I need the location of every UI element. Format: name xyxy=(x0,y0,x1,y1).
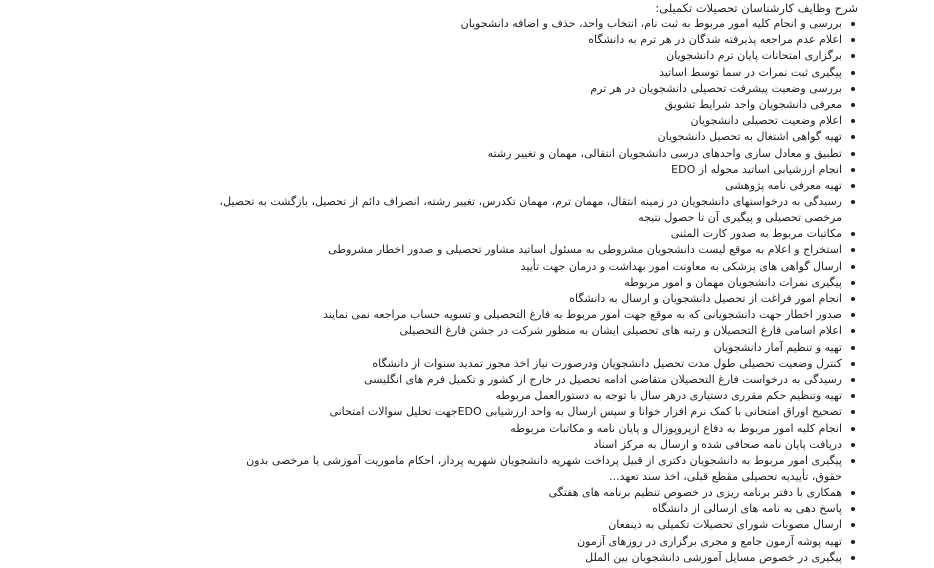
bullet-icon xyxy=(851,22,855,26)
bullet-icon xyxy=(851,427,855,431)
duty-list-item xyxy=(218,404,842,420)
duty-list-item xyxy=(218,48,842,64)
duty-list-item xyxy=(218,226,842,242)
bullet-icon xyxy=(851,394,855,398)
duty-text: پیگیری در خصوص مسایل آموزشی دانشجویان بین الملل xyxy=(585,550,842,564)
duty-text: پیگیری ثبت نمرات در سما توسط اساتید xyxy=(659,65,842,79)
bullet-icon xyxy=(851,523,855,527)
duty-list-item xyxy=(218,323,842,339)
bullet-icon xyxy=(851,459,855,463)
duty-text: رسیدگی به درخواستهای دانشجویان در زمینه انتقال، مهمان ترم، مهمان تکدرس، تغییر رشته، انصراف دائم از تحصیل، بازگشت به تحصیل، مرخصی تحصیلی و پیگیری آن تا حصول نتیجه xyxy=(219,195,842,225)
duty-text: ارسال گواهی های پزشکی به معاونت امور بهداشت و درمان جهت تأیید xyxy=(520,259,842,273)
duty-text: انجام ارزشیابی اساتید محوله از EDO xyxy=(671,162,842,176)
duty-list-item xyxy=(218,501,842,517)
duty-text: تهیه معرفی نامه پژوهشی xyxy=(725,178,842,192)
duty-list-item xyxy=(218,259,842,275)
bullet-icon xyxy=(851,329,855,333)
duty-text: بررسی و انجام کلیه امور مربوط به ثبت نام، انتخاب واحد، حذف و اضافه دانشجویان xyxy=(460,17,842,30)
duties-list xyxy=(218,16,858,566)
bullet-icon xyxy=(851,103,855,107)
duty-list-item xyxy=(218,162,842,178)
duty-list-item xyxy=(218,550,842,566)
bullet-icon xyxy=(851,281,855,285)
duty-list-item xyxy=(218,275,842,291)
bullet-icon xyxy=(851,71,855,75)
bullet-icon xyxy=(851,297,855,301)
duty-text: دریافت پایان نامه صحافی شده و ارسال به مرکز اسناد xyxy=(593,437,842,451)
duty-text: اعلام عدم مراجعه پذیرفته شدگان در هر ترم به دانشگاه xyxy=(588,33,842,47)
duty-text: تهیه و تنظیم آمار دانشجویان xyxy=(713,340,842,354)
bullet-icon xyxy=(851,168,855,172)
duty-list-item xyxy=(218,307,842,323)
duty-text: تهیه وتنظیم حکم مقرری دستیاری درهر سال با توجه به دستورالعمل مربوطه xyxy=(495,389,842,403)
duty-list-item xyxy=(218,178,842,194)
bullet-icon xyxy=(851,38,855,42)
duty-list-item xyxy=(218,146,842,162)
duty-text: مکاتبات مربوط به صدور کارت المثنی xyxy=(670,227,842,241)
duty-text: پیگیری نمرات دانشجویان مهمان و امور مربوطه xyxy=(624,275,842,289)
duty-list-item xyxy=(218,421,842,437)
duty-text: استخراج و اعلام به موقع لیست دانشجویان مشروطی به مسئول اساتید مشاور تحصیلی و صدور اخطار مشروطی xyxy=(328,243,842,257)
duty-text: ارسال مصوبات شورای تحصیلات تکمیلی به ذینفعان xyxy=(608,518,842,532)
duty-list-item xyxy=(218,356,842,372)
duty-list-item xyxy=(218,81,842,97)
bullet-icon xyxy=(851,232,855,236)
duty-text: همکاری با دفتر برنامه ریزی در خصوص تنظیم برنامه های هفتگی xyxy=(548,486,842,500)
duties-document xyxy=(218,0,858,566)
bullet-icon xyxy=(851,152,855,156)
duty-list-item xyxy=(218,517,842,533)
duty-text: اعلام وضعیت تحصیلی دانشجویان xyxy=(690,114,842,128)
duty-list-item xyxy=(218,65,842,81)
duty-list-item xyxy=(218,97,842,113)
bullet-icon xyxy=(851,362,855,366)
document-heading: شرح وظایف کارشناسان تحصیلات تکمیلی: xyxy=(655,1,858,15)
duty-list-item xyxy=(218,437,842,453)
duty-text: بررسی وضعیت پیشرفت تحصیلی دانشجویان در هر ترم xyxy=(590,81,842,95)
duty-text: کنترل وضعیت تحصیلی طول مدت تحصیل دانشجویان ودرصورت نیاز اخذ مجوز تمدید سنوات از دانشگاه xyxy=(372,356,842,370)
duty-list-item xyxy=(218,534,842,550)
duty-text: تهیه پوشه آزمون جامع و مجری برگزاری در روزهای آزمون xyxy=(577,534,842,548)
duty-text: تهیه گواهی اشتغال به تحصیل دانشجویان xyxy=(657,130,842,144)
bullet-icon xyxy=(851,556,855,560)
bullet-icon xyxy=(851,346,855,350)
duty-list-item xyxy=(218,340,842,356)
duty-text: معرفی دانشجویان واجد شرایط تشویق xyxy=(664,97,842,111)
duty-text: رسیدگی به درخواست فارغ التحصیلان متقاضی ادامه تحصیل در خارج از کشور و تکمیل فرم های انگلیسی xyxy=(364,372,842,386)
duty-list-item xyxy=(218,32,842,48)
duty-text: تصحیح اوراق امتحانی با کمک نرم افزار خوانا و سپس ارسال به واحد ارزشیابی EDOجهت تحلیل سوالات امتحانی xyxy=(329,405,842,419)
duty-text: اعلام اسامی فارغ التحصیلان و رتبه های تحصیلی ایشان به منظور شرکت در جشن فارغ التحصیلی xyxy=(399,324,842,338)
duty-text: برگزاری امتحانات پایان ترم دانشجویان xyxy=(666,49,842,63)
duty-list-item xyxy=(218,372,842,388)
duty-list-item xyxy=(218,194,842,226)
bullet-icon xyxy=(851,200,855,204)
bullet-icon xyxy=(851,540,855,544)
duty-list-item xyxy=(218,129,842,145)
duty-list-item xyxy=(218,485,842,501)
bullet-icon xyxy=(851,265,855,269)
bullet-icon xyxy=(851,491,855,495)
duty-text: انجام کلیه امور مربوط به دفاع ازپروپوزال و پایان نامه و مکاتبات مربوطه xyxy=(510,421,842,435)
bullet-icon xyxy=(851,135,855,139)
duty-text: صدور اخطار جهت دانشجویانی که به موقع جهت امور مربوط به فارغ التحصیلی و تسویه حساب مراجعه نمی نمایند xyxy=(322,308,842,322)
duty-list-item xyxy=(218,113,842,129)
bullet-icon xyxy=(851,87,855,91)
duty-list-item xyxy=(218,453,842,485)
duty-text: پاسخ دهی به نامه های ارسالی از دانشگاه xyxy=(652,502,842,516)
bullet-icon xyxy=(851,378,855,382)
duty-text: پیگیری امور مربوط به دانشجویان دکتری از قبیل پرداخت شهریه دانشجویان شهریه پرداز، احکام ماموریت آموزشی یا مرخصی بدون حقوق، تأییدیه تحصیلی مقطع قبلی، اخذ سند تعهد... xyxy=(246,453,842,483)
bullet-icon xyxy=(851,248,855,252)
bullet-icon xyxy=(851,410,855,414)
bullet-icon xyxy=(851,507,855,511)
duty-list-item xyxy=(218,16,842,32)
bullet-icon xyxy=(851,119,855,123)
duty-text: تطبیق و معادل سازی واحدهای درسی دانشجویان انتقالی، مهمان و تغییر رشته xyxy=(487,146,842,160)
bullet-icon xyxy=(851,54,855,58)
bullet-icon xyxy=(851,313,855,317)
duty-list-item xyxy=(218,388,842,404)
duty-list-item xyxy=(218,291,842,307)
duty-text: انجام امور فراغت از تحصیل دانشجویان و ارسال به دانشگاه xyxy=(569,292,842,305)
bullet-icon xyxy=(851,184,855,188)
bullet-icon xyxy=(851,443,855,447)
duty-list-item xyxy=(218,242,842,258)
